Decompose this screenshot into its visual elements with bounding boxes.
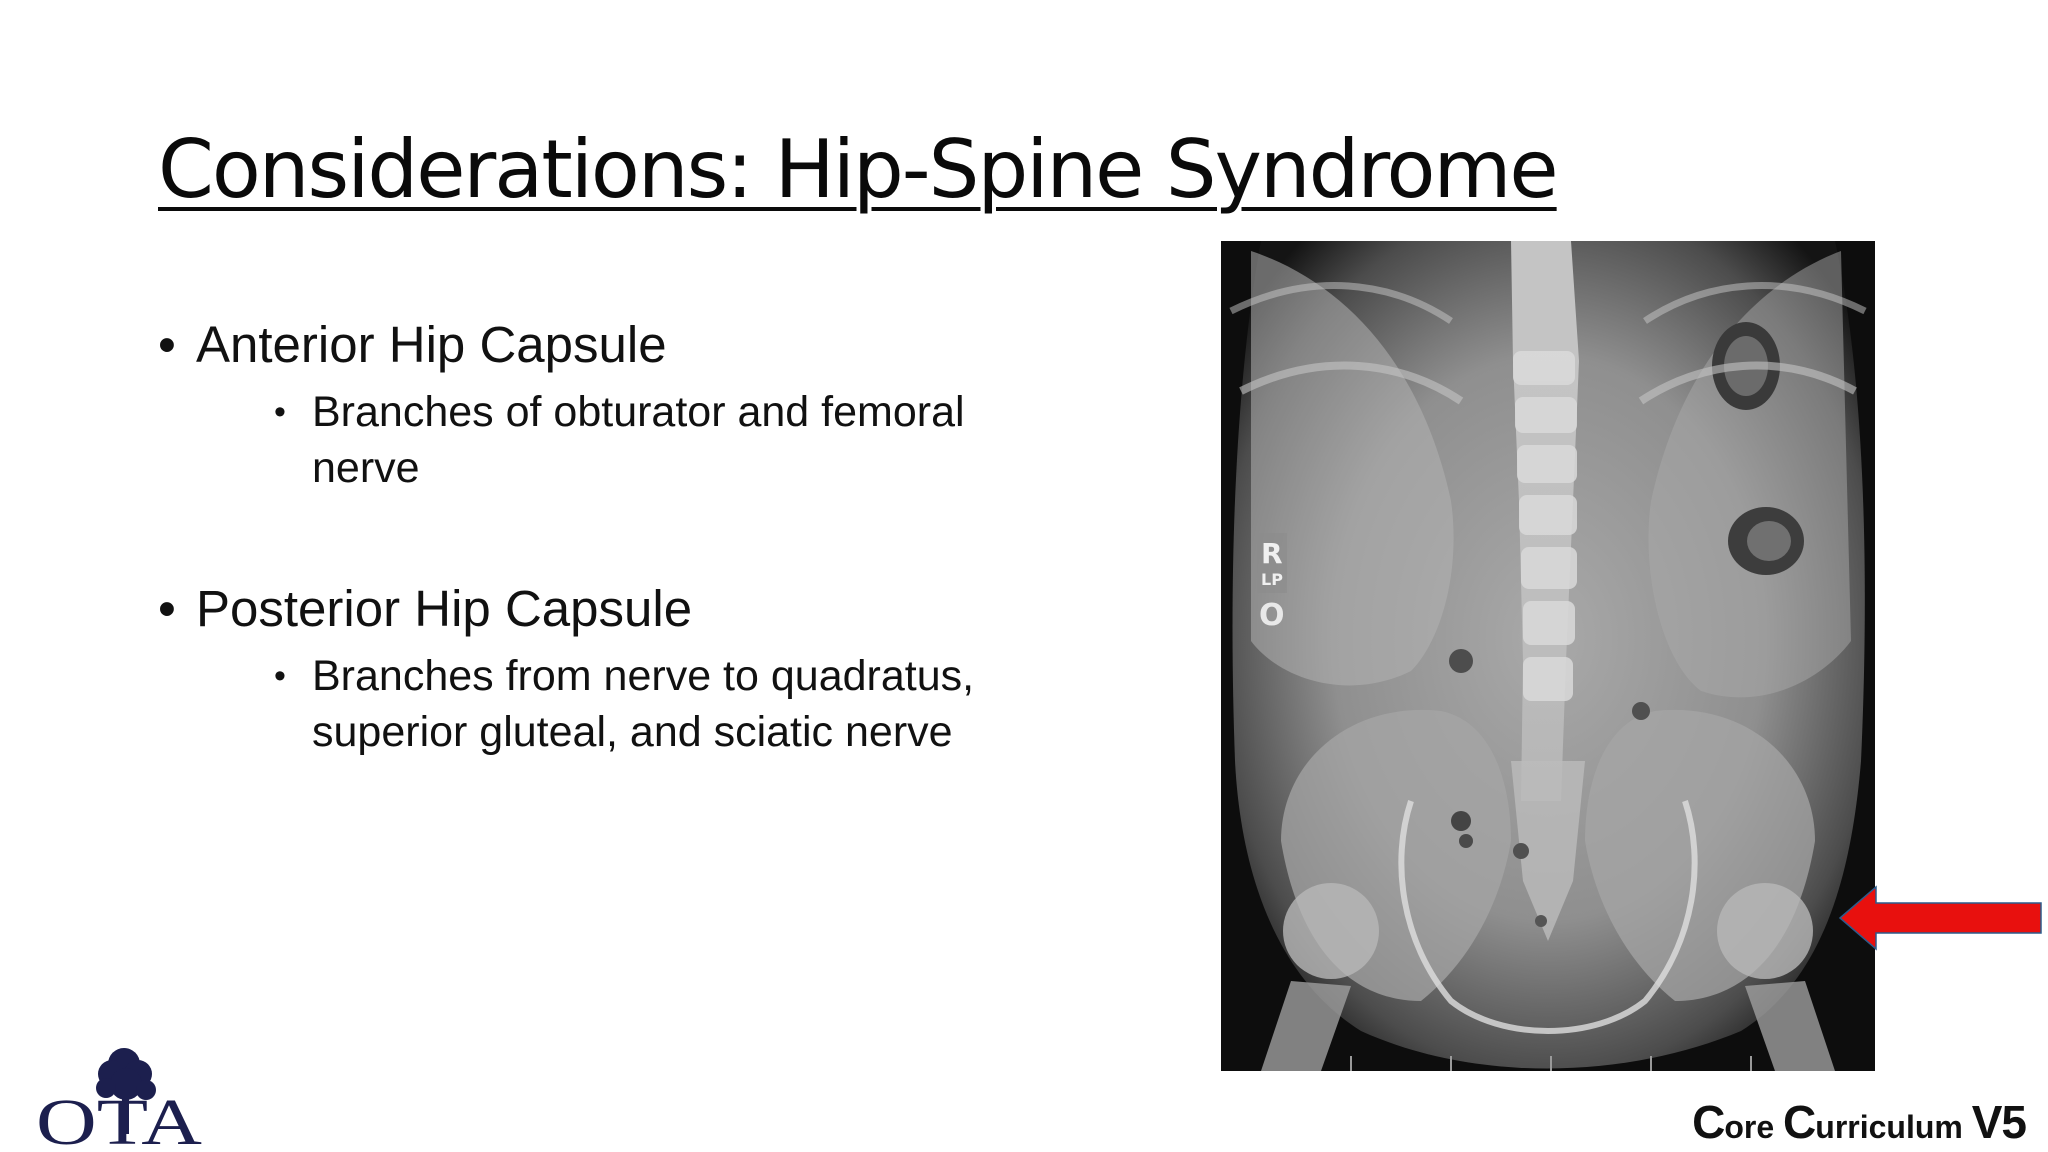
bullet-anterior-hip-capsule xyxy=(158,312,1058,496)
bullet-text: Anterior Hip Capsule xyxy=(196,316,667,373)
xray-marker-lp: LP xyxy=(1261,570,1283,589)
curriculum-version: V5 xyxy=(1971,1096,2026,1148)
curriculum-c1: C xyxy=(1692,1096,1725,1148)
xray-marker-o: O xyxy=(1259,598,1285,633)
curriculum-c2: C xyxy=(1783,1096,1816,1148)
bullet-posterior-hip-capsule xyxy=(158,576,1058,760)
bullet-list xyxy=(158,312,1058,760)
ota-logo xyxy=(34,1040,204,1148)
sub-bullet-list xyxy=(196,384,1058,496)
slide-title: Considerations: Hip-Spine Syndrome xyxy=(158,123,1557,216)
red-arrow-icon xyxy=(1838,885,2043,951)
logo-text: OTA xyxy=(36,1086,203,1148)
pelvis-xray-image xyxy=(1221,241,1875,1071)
xray-marker xyxy=(1257,533,1287,633)
curriculum-w1: ore xyxy=(1724,1109,1784,1145)
bullet-text: Posterior Hip Capsule xyxy=(196,580,693,637)
core-curriculum-label xyxy=(1692,1095,2026,1149)
sub-bullet: • Branches from nerve to quadratus, superior gluteal, and sciatic nerve xyxy=(274,648,1058,760)
sub-bullet-list xyxy=(196,648,1058,760)
xray-marker-r: R xyxy=(1261,537,1283,570)
curriculum-w2: urriculum xyxy=(1815,1109,1972,1145)
sub-bullet: • Branches of obturator and femoral nerve xyxy=(274,384,1058,496)
